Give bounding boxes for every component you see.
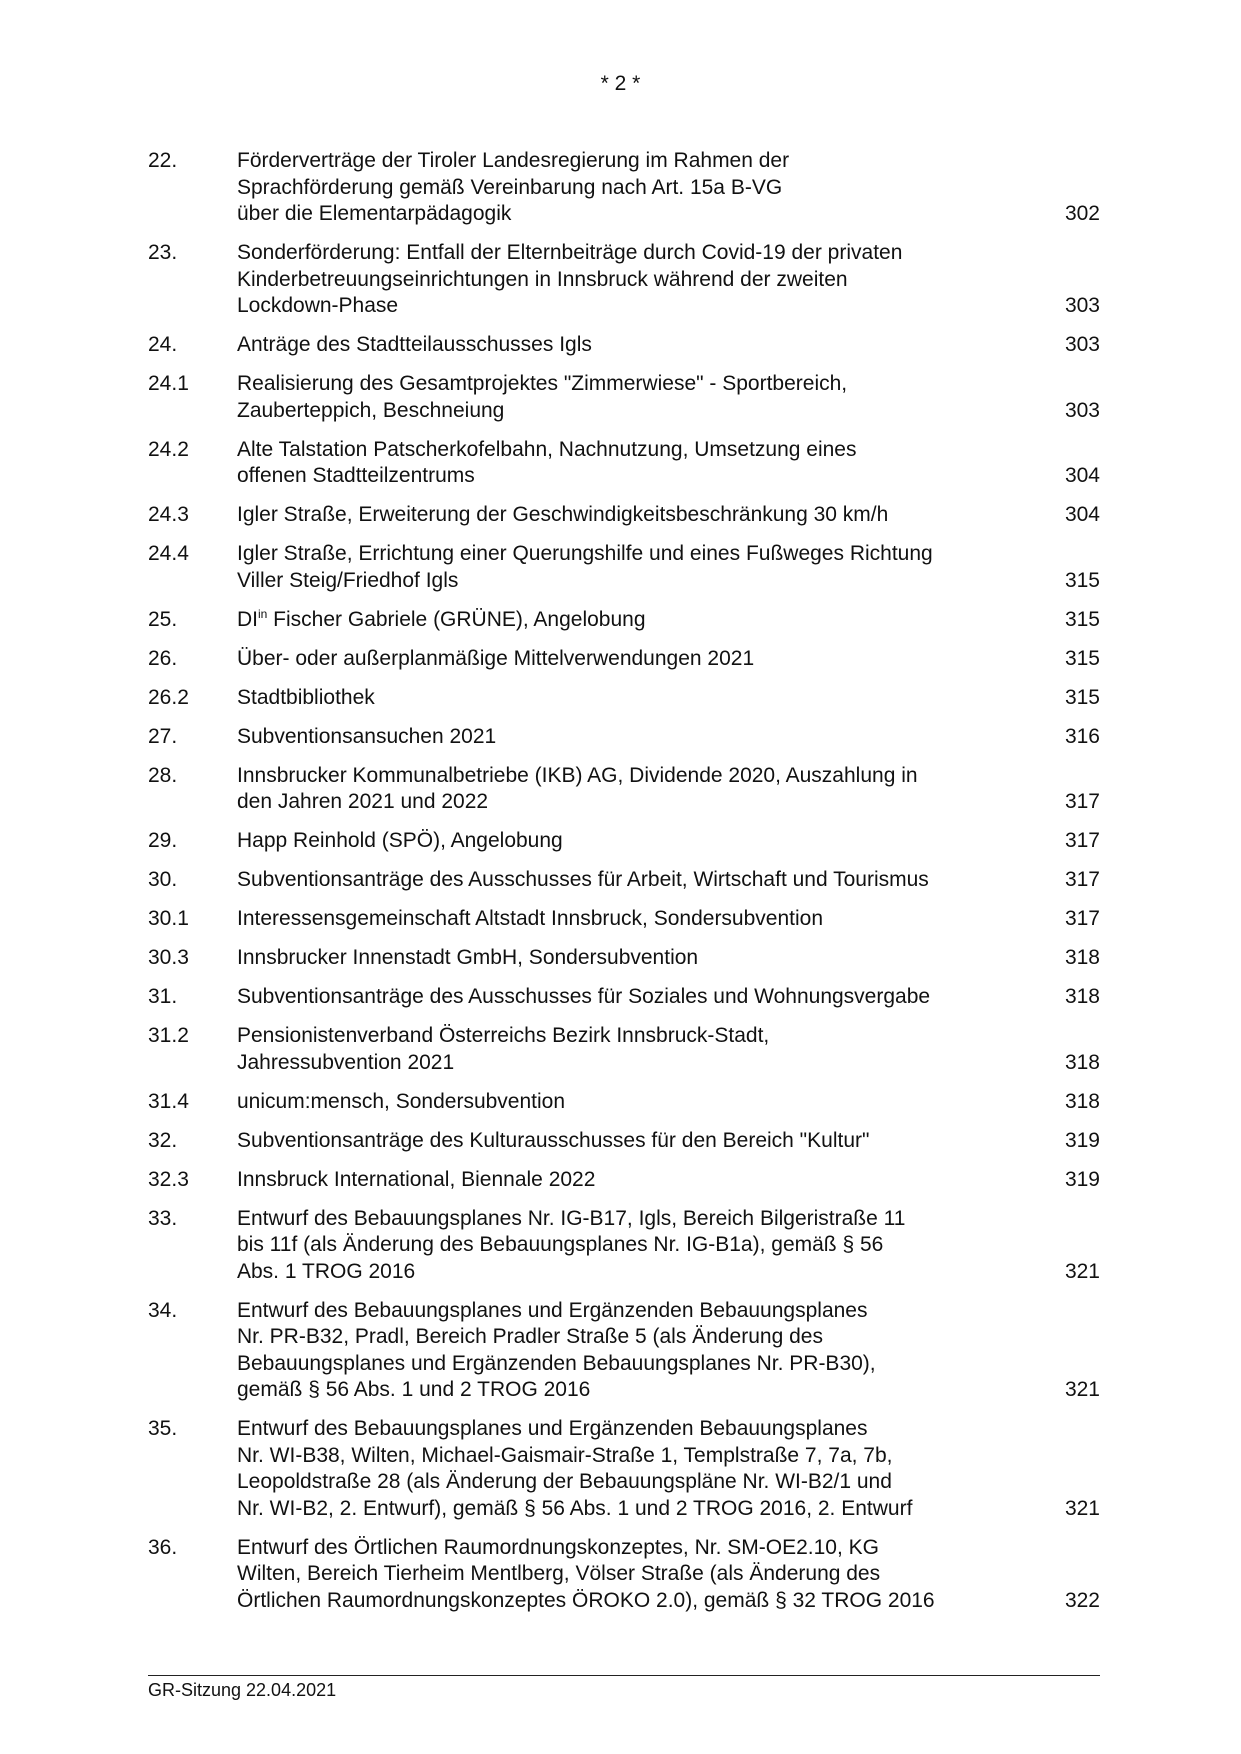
item-number: 31.4 — [148, 1089, 189, 1113]
item-page: 315 — [1064, 607, 1100, 631]
item-page: 318 — [1064, 985, 1100, 1008]
item-title: Realisierung des Gesamtprojektes "Zimmerwiese" - Sportbereich, Zauberteppich, Beschneiung — [237, 372, 848, 422]
toc-entry — [148, 1167, 1100, 1194]
item-number: 23. — [148, 241, 178, 264]
item-page: 321 — [1064, 1496, 1100, 1520]
item-title: Alte Talstation Patscherkofelbahn, Nachnutzung, Umsetzung eines offenen Stadtteilzentrums — [237, 437, 857, 487]
item-number: 32. — [148, 1128, 178, 1152]
table-of-contents — [148, 148, 1100, 1639]
toc-entry — [148, 724, 1100, 751]
item-title — [237, 607, 1040, 634]
item-title: Innsbrucker Kommunalbetriebe (IKB) AG, Dividende 2020, Auszahlung in den Jahren 2021 und 2022 — [237, 763, 918, 813]
item-page: 315 — [1064, 685, 1100, 709]
item-title: Happ Reinhold (SPÖ), Angelobung — [237, 829, 563, 852]
item-title: Pensionistenverband Österreichs Bezirk Innsbruck-Stadt, Jahressubvention 2021 — [237, 1024, 770, 1074]
item-title: Entwurf des Örtlichen Raumordnungskonzeptes, Nr. SM-OE2.10, KG Wilten, Bereich Tierheim Mentlberg, Völser Straße (als Änderung des Örtlichen Raumordnungskonzeptes ÖROKO 2.0), gemäß § 32 TROG 2016 — [237, 1535, 935, 1612]
toc-entry — [148, 148, 1100, 228]
item-title: Subventionsansuchen 2021 — [237, 724, 497, 748]
item-number: 26.2 — [148, 685, 189, 709]
item-page: 321 — [1064, 1259, 1100, 1283]
footer-divider — [148, 1675, 1100, 1676]
item-title: unicum:mensch, Sondersubvention — [237, 1089, 566, 1113]
item-title: Innsbruck International, Biennale 2022 — [237, 1167, 596, 1191]
item-page: 318 — [1064, 946, 1100, 969]
title-prefix: DI — [237, 607, 258, 631]
toc-entry — [148, 646, 1100, 673]
item-page: 319 — [1064, 1167, 1100, 1191]
item-page: 304 — [1064, 503, 1100, 526]
item-page: 304 — [1064, 464, 1100, 487]
item-page: 302 — [1064, 202, 1100, 225]
item-page: 315 — [1064, 568, 1100, 592]
item-number: 24.3 — [148, 503, 189, 526]
item-number: 25. — [148, 607, 178, 631]
toc-entry — [148, 541, 1100, 594]
item-number: 24. — [148, 333, 178, 356]
toc-entry — [148, 1416, 1100, 1522]
item-title: Interessensgemeinschaft Altstadt Innsbruck, Sondersubvention — [237, 907, 824, 930]
item-number: 33. — [148, 1206, 178, 1230]
toc-entry — [148, 906, 1100, 933]
toc-entry — [148, 607, 1100, 634]
toc-entry — [148, 945, 1100, 972]
item-title: Igler Straße, Erweiterung der Geschwindigkeitsbeschränkung 30 km/h — [237, 503, 889, 526]
item-page: 319 — [1064, 1128, 1100, 1152]
item-number: 24.2 — [148, 437, 189, 461]
item-page: 303 — [1064, 398, 1100, 422]
item-title: Förderverträge der Tiroler Landesregierung im Rahmen der Sprachförderung gemäß Vereinbarung nach Art. 15a B-VG über die Elementarpädagogik — [237, 149, 790, 225]
item-title: Subventionsanträge des Ausschusses für Arbeit, Wirtschaft und Tourismus — [237, 868, 929, 891]
item-title: Anträge des Stadtteilausschusses Igls — [237, 333, 592, 356]
title-rest: Fischer Gabriele (GRÜNE), Angelobung — [267, 607, 646, 631]
item-page: 322 — [1064, 1588, 1100, 1612]
item-page: 321 — [1064, 1378, 1100, 1401]
item-number: 30.3 — [148, 946, 189, 969]
toc-entry — [148, 1206, 1100, 1286]
item-number: 24.4 — [148, 542, 189, 565]
item-title: Entwurf des Bebauungsplanes und Ergänzenden Bebauungsplanes Nr. WI-B38, Wilten, Michael-Gaismair-Straße 1, Templstraße 7, 7a, 7b, Leopoldstraße 28 (als Änderung der Bebauungspläne Nr. WI-B2/1 und Nr. WI-B2, 2. Entwurf), gemäß § 56 Abs. 1 und 2 TROG 2016, 2. Entwurf — [237, 1417, 913, 1520]
item-title: Entwurf des Bebauungsplanes Nr. IG-B17, Igls, Bereich Bilgeristraße 11 bis 11f (als Änderung des Bebauungsplanes Nr. IG-B1a), gemäß § 56 Abs. 1 TROG 2016 — [237, 1206, 906, 1283]
item-title: Über- oder außerplanmäßige Mittelverwendungen 2021 — [237, 646, 755, 670]
item-title: Igler Straße, Errichtung einer Querungshilfe und eines Fußweges Richtung Viller Steig/Friedhof Igls — [237, 542, 933, 592]
item-number: 30. — [148, 868, 178, 891]
item-number: 34. — [148, 1298, 178, 1322]
item-page: 317 — [1064, 868, 1100, 891]
toc-entry — [148, 371, 1100, 424]
toc-entry — [148, 437, 1100, 490]
toc-entry — [148, 1089, 1100, 1116]
page-number-header: * 2 * — [600, 72, 641, 95]
toc-entry — [148, 828, 1100, 855]
item-number: 31. — [148, 985, 178, 1008]
item-title: Subventionsanträge des Kulturausschusses für den Bereich "Kultur" — [237, 1128, 870, 1152]
item-number: 30.1 — [148, 907, 189, 930]
item-page: 317 — [1064, 790, 1100, 813]
toc-entry — [148, 1298, 1100, 1404]
item-number: 22. — [148, 149, 178, 172]
toc-entry — [148, 763, 1100, 816]
item-title: Subventionsanträge des Ausschusses für Soziales und Wohnungsvergabe — [237, 985, 931, 1008]
item-title: Entwurf des Bebauungsplanes und Ergänzenden Bebauungsplanes Nr. PR-B32, Pradl, Bereich Pradler Straße 5 (als Änderung des Bebauungsplanes und Ergänzenden Bebauungsplanes Nr. PR-B30), gemäß § 56 Abs. 1 und 2 TROG 2016 — [237, 1298, 876, 1401]
item-number: 36. — [148, 1535, 178, 1559]
item-number: 24.1 — [148, 372, 189, 395]
item-page: 303 — [1064, 333, 1100, 356]
item-title: Sonderförderung: Entfall der Elternbeiträge durch Covid-19 der privaten Kinderbetreuungseinrichtungen in Innsbruck während der zweiten Lockdown-Phase — [237, 241, 903, 317]
item-title: Innsbrucker Innenstadt GmbH, Sondersubvention — [237, 946, 699, 969]
toc-entry — [148, 984, 1100, 1011]
item-title: Stadtbibliothek — [237, 685, 375, 709]
toc-entry — [148, 1023, 1100, 1076]
title-superscript: in — [258, 606, 268, 621]
item-number: 31.2 — [148, 1024, 189, 1047]
item-number: 29. — [148, 829, 178, 852]
toc-entry — [148, 867, 1100, 894]
item-number: 26. — [148, 646, 178, 670]
item-page: 317 — [1064, 829, 1100, 852]
toc-entry — [148, 332, 1100, 359]
item-number: 28. — [148, 763, 178, 787]
toc-entry — [148, 1535, 1100, 1615]
item-page: 317 — [1064, 907, 1100, 930]
item-page: 315 — [1064, 646, 1100, 670]
toc-entry — [148, 240, 1100, 320]
toc-entry — [148, 1128, 1100, 1155]
item-number: 27. — [148, 724, 178, 748]
toc-entry — [148, 502, 1100, 529]
item-page: 316 — [1064, 724, 1100, 748]
item-page: 318 — [1064, 1089, 1100, 1113]
footer-session-date: GR-Sitzung 22.04.2021 — [148, 1680, 337, 1700]
item-number: 32.3 — [148, 1167, 189, 1191]
item-page: 318 — [1064, 1050, 1100, 1074]
item-page: 303 — [1064, 294, 1100, 317]
toc-entry — [148, 685, 1100, 712]
item-number: 35. — [148, 1417, 178, 1440]
